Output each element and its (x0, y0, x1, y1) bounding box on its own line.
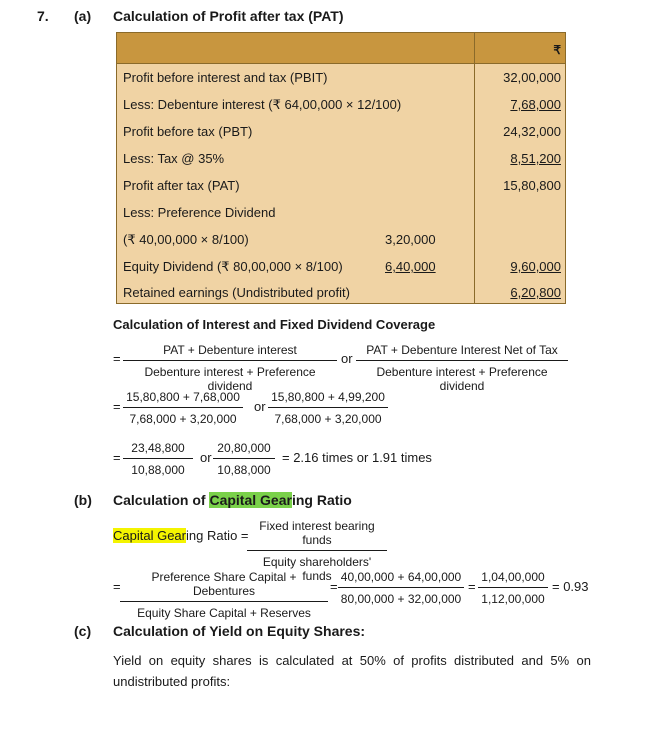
part-b-title-suffix: Ratio (312, 492, 352, 508)
pat-label: Profit after tax (PAT) (123, 178, 240, 193)
part-a-label: (a) (74, 8, 92, 24)
gearing-ratio-rest: ing Ratio = (185, 528, 249, 543)
coverage-title: Calculation of Interest and Fixed Dividend Coverage (113, 317, 436, 332)
coverage-formula-4 (268, 390, 388, 426)
retained-earnings-amount: 6,20,800 (510, 285, 561, 300)
equity-dividend-label: Equity Dividend (₹ 80,00,000 × 8/100) (123, 259, 343, 274)
formula-5-numerator: 23,48,800 (123, 441, 193, 459)
pat-table (116, 32, 566, 304)
gearing-f1-denominator: Equity Share Capital + Reserves (137, 606, 311, 620)
gearing-f3-denominator: 1,12,00,000 (481, 592, 545, 606)
pbt-label: Profit before tax (PBT) (123, 124, 253, 139)
coverage-or-2: or (254, 399, 266, 414)
tax-label: Less: Tax @ 35% (123, 151, 225, 166)
coverage-formula-1 (123, 343, 337, 393)
coverage-result: = 2.16 times or 1.91 times (282, 450, 432, 465)
part-c-text: Yield on equity shares is calculated at 50% of profits distributed and 5% on undistributed profits: (113, 653, 591, 689)
formula-5-denominator: 10,88,000 (131, 463, 185, 477)
coverage-or-3: or (200, 450, 212, 465)
preference-dividend-label: Less: Preference Dividend (123, 205, 276, 220)
gearing-ratio-label (113, 528, 249, 543)
gearing-formula-2 (338, 570, 464, 606)
pbit-label: Profit before interest and tax (PBIT) (123, 70, 328, 85)
formula-4-denominator: 7,68,000 + 3,20,000 (274, 412, 382, 426)
coverage-eq-3: = (113, 450, 121, 465)
gearing-eq-3: = (468, 579, 476, 594)
coverage-or-1: or (341, 351, 353, 366)
gearing-def-numerator: Fixed interest bearing funds (247, 519, 387, 551)
gearing-eq-1: = (113, 579, 121, 594)
coverage-eq-2: = (113, 399, 121, 414)
part-b-title-highlight: Capital Gear (209, 492, 292, 508)
preference-calc-amount: 3,20,000 (385, 232, 436, 247)
pbt-amount: 24,32,000 (503, 124, 561, 139)
preference-calc-label: (₹ 40,00,000 × 8/100) (123, 232, 249, 247)
part-a-title: Calculation of Profit after tax (PAT) (113, 8, 344, 24)
coverage-formula-5 (123, 441, 193, 477)
debenture-interest-label: Less: Debenture interest (₹ 64,00,000 × 12/100) (123, 97, 402, 112)
part-b-label: (b) (74, 492, 92, 508)
rupee-icon: ₹ (553, 43, 561, 57)
gearing-def-denominator: Equity shareholders' funds (262, 555, 372, 583)
gearing-formula-3 (478, 570, 548, 606)
gearing-f3-numerator: 1,04,00,000 (478, 570, 548, 588)
part-c-label: (c) (74, 623, 92, 639)
formula-1-denominator: Debenture interest + Preference dividend (144, 365, 316, 393)
coverage-eq-1: = (113, 351, 121, 366)
gearing-formula-1 (120, 570, 328, 620)
retained-earnings-label: Retained earnings (Undistributed profit) (123, 285, 350, 300)
part-b-title (113, 492, 352, 508)
formula-4-numerator: 15,80,800 + 4,99,200 (268, 390, 388, 408)
debenture-interest-amount: 7,68,000 (510, 97, 561, 112)
coverage-formula-3 (123, 390, 243, 426)
formula-2-numerator: PAT + Debenture Interest Net of Tax (356, 343, 568, 361)
gearing-eq-2: = (330, 579, 338, 594)
equity-dividend-amount: 6,40,000 (385, 259, 436, 274)
pat-amount: 15,80,800 (503, 178, 561, 193)
coverage-formula-2 (356, 343, 568, 393)
total-dividend-amount: 9,60,000 (510, 259, 561, 274)
formula-3-numerator: 15,80,800 + 7,68,000 (123, 390, 243, 408)
gearing-result: = 0.93 (552, 579, 589, 594)
formula-1-numerator: PAT + Debenture interest (123, 343, 337, 361)
column-divider (474, 33, 475, 303)
pbit-amount: 32,00,000 (503, 70, 561, 85)
formula-6-numerator: 20,80,000 (213, 441, 275, 459)
part-c-title: Calculation of Yield on Equity Shares: (113, 623, 366, 639)
tax-amount: 8,51,200 (510, 151, 561, 166)
table-header (117, 33, 565, 64)
gearing-f1-numerator: Preference Share Capital + Debentures (120, 570, 328, 602)
part-b-title-prefix: Calculation of (113, 492, 210, 508)
gearing-f2-denominator: 80,00,000 + 32,00,000 (340, 592, 462, 606)
gearing-f2-numerator: 40,00,000 + 64,00,000 (338, 570, 464, 588)
gearing-ratio-highlight: Capital Gear (113, 528, 186, 543)
formula-3-denominator: 7,68,000 + 3,20,000 (129, 412, 237, 426)
question-number: 7. (37, 8, 49, 24)
formula-6-denominator: 10,88,000 (217, 463, 271, 477)
coverage-formula-6 (213, 441, 275, 477)
part-b-title-mid: ing (291, 492, 313, 508)
formula-2-denominator: Debenture interest + Preference dividend (376, 365, 548, 393)
